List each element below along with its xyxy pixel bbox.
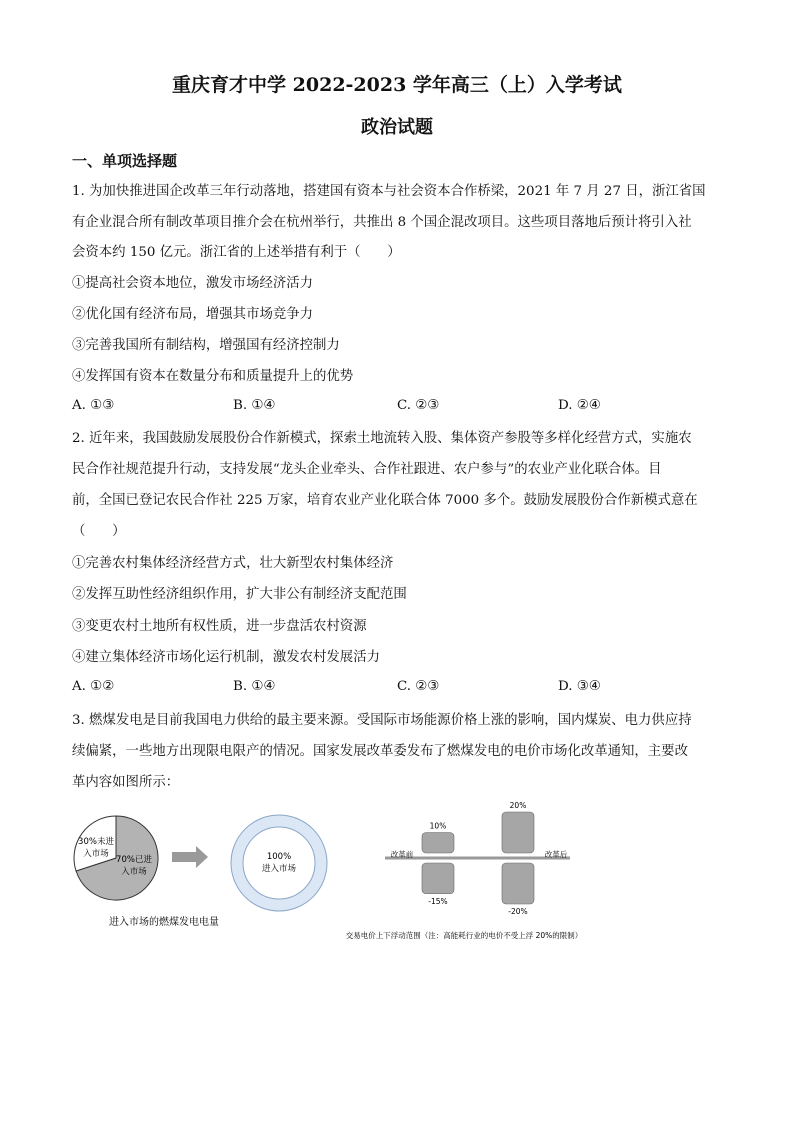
q1-stem-line: 1. 为加快推进国企改革三年行动落地，搭建国有资本与社会资本合作桥梁，2021 年 7 月 27 日，浙江省国 [72, 184, 706, 199]
q2-stem-line: （ ） [72, 524, 126, 539]
q2-option-c: C. ②③ [397, 679, 440, 694]
category-label-before: 改革前 [390, 850, 414, 859]
exam-subject: 政治试题 [361, 117, 433, 138]
q1-item: ①提高社会资本地位，激发市场经济活力 [72, 276, 314, 291]
q2-stem-line: 前，全国已登记农民合作社 225 万家，培育农业产业化联合体 7000 多个。鼓励发展股份合作新模式意在 [72, 493, 698, 508]
arrow-icon [172, 846, 208, 868]
q2-item: ④建立集体经济市场化运行机制，激发农村发展活力 [72, 650, 380, 665]
bar-after-down [502, 863, 534, 904]
data-label-after-down: -20% [508, 907, 528, 916]
pie-label-in-market: 入市场 [121, 867, 147, 877]
price-float-chart [330, 800, 620, 945]
pie-chart-title: 进入市场的燃煤发电电量 [109, 917, 219, 928]
q1-item: ②优化国有经济布局，增强其市场竞争力 [72, 307, 314, 322]
category-label-after: 改革后 [544, 850, 568, 859]
q1-stem-line: 会资本约 150 亿元。浙江省的上述举措有利于（ ） [72, 245, 401, 260]
pie-label-in-market: 70%已进 [116, 855, 152, 865]
q3-stem-line: 3. 燃煤发电是目前我国电力供给的最主要来源。受国际市场能源价格上涨的影响，国内煤炭、电力供应持 [72, 713, 692, 728]
bar-chart-title: 交易电价上下浮动范围（注：高能耗行业的电价不受上浮 20%的限制） [345, 931, 583, 940]
q2-option-d: D. ③④ [558, 679, 601, 694]
q2-stem-line: 民合作社规范提升行动，支持发展“龙头企业牵头、合作社跟进、农户参与”的农业产业化联合体。目 [72, 462, 662, 477]
bar-after-up [502, 812, 534, 853]
exam-title: 重庆育才中学 2022-2023 学年高三（上）入学考试 [172, 74, 622, 96]
q2-item: ①完善农村集体经济经营方式，壮大新型农村集体经济 [72, 556, 394, 571]
data-label-before-down: -15% [428, 896, 448, 906]
section-title: 一、单项选择题 [72, 152, 178, 170]
q3-stem-line: 续偏紧，一些地方出现限电限产的情况。国家发展改革委发布了燃煤发电的电价市场化改革通知，主要改 [72, 744, 688, 759]
data-label-after-up: 20% [509, 801, 527, 810]
q1-option-b: B. ①④ [233, 398, 276, 413]
q1-option-a: A. ①③ [72, 398, 115, 413]
q2-item: ③变更农村土地所有权性质，进一步盘活农村资源 [72, 619, 367, 634]
q2-option-b: B. ①④ [233, 679, 276, 694]
q1-item: ③完善我国所有制结构，增强国有经济控制力 [72, 338, 340, 353]
data-label-before-up: 10% [429, 821, 447, 831]
q2-item: ②发挥互助性经济组织作用，扩大非公有制经济支配范围 [72, 587, 407, 602]
q3-stem-line: 革内容如图所示： [72, 775, 180, 790]
bar-before-up [422, 833, 454, 854]
pie-label-not-in-market: 30%未进 [78, 837, 114, 847]
market-share-figure [66, 808, 366, 938]
q2-stem-line: 2. 近年来，我国鼓励发展股份合作新模式，探索土地流转入股、集体资产参股等多样化经营方式，实施农 [72, 431, 692, 446]
ring-label: 进入市场 [261, 864, 297, 874]
ring-label: 100% [266, 852, 292, 862]
q2-option-a: A. ①② [72, 679, 115, 694]
q1-item: ④发挥国有资本在数量分布和质量提升上的优势 [72, 369, 354, 384]
q1-stem-line: 有企业混合所有制改革项目推介会在杭州举行，共推出 8 个国企混改项目。这些项目落地后预计将引入社 [72, 215, 692, 230]
q1-option-c: C. ②③ [397, 398, 440, 413]
pie-label-not-in-market: 入市场 [83, 849, 109, 859]
bar-before-down [422, 863, 454, 894]
ring-hole [243, 827, 315, 899]
q1-option-d: D. ②④ [558, 398, 601, 413]
